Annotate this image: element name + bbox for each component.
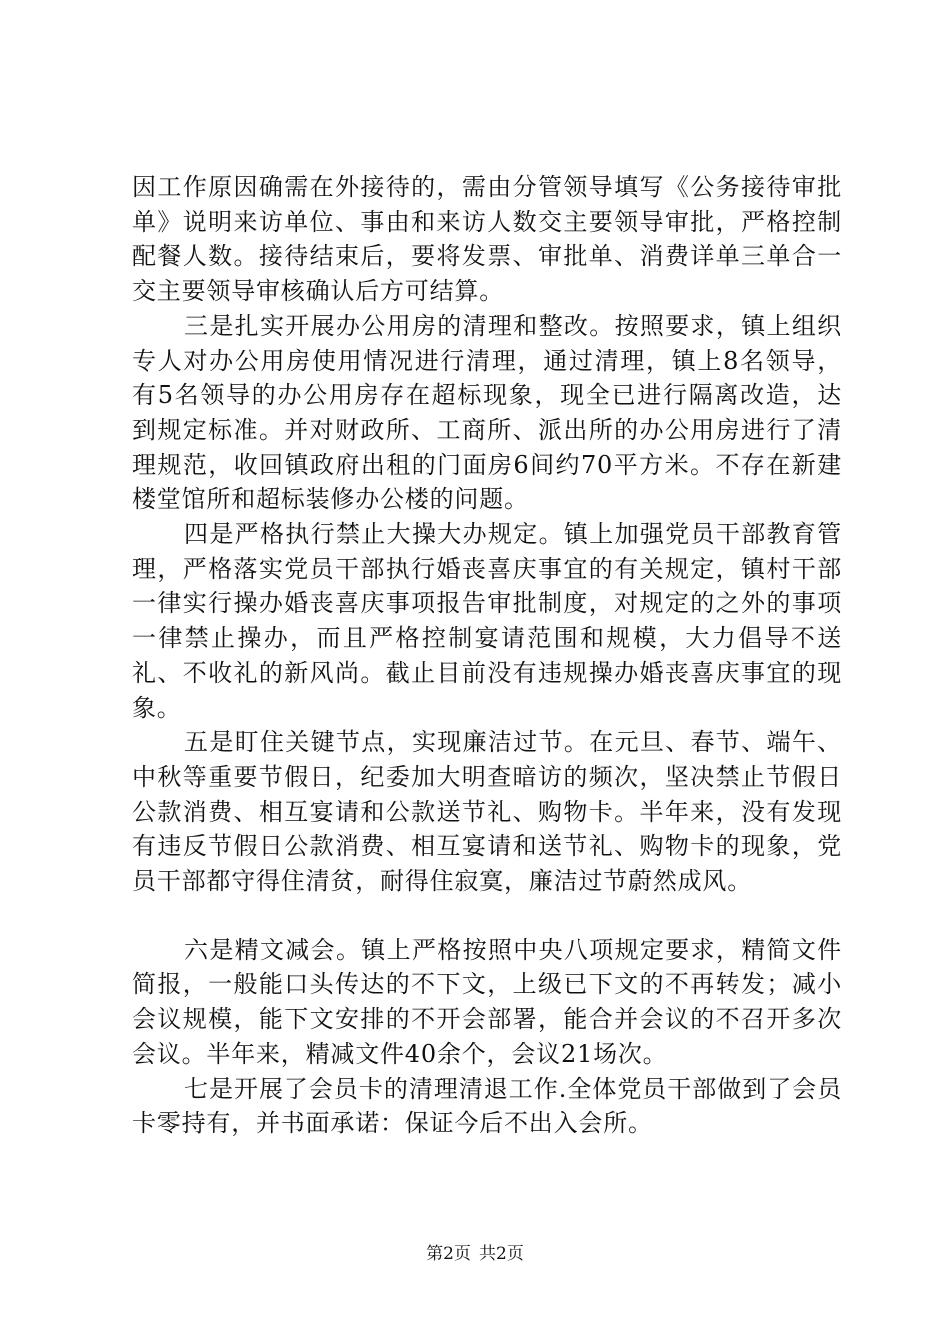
page-total: 共2页 [479,1244,524,1264]
paragraph-membership-cards: 七是开展了会员卡的清理清退工作.全体党员干部做到了会员卡零持有，并书面承诺：保证今后不出入会所。 [132,1074,842,1138]
page-number: 第2页 [426,1244,471,1264]
paragraph-spacer [132,899,842,933]
paragraph-holiday-integrity: 五是盯住关键节点，实现廉洁过节。在元旦、春节、端午、中秋等重要节假日，纪委加大明查暗访的频次，坚决禁止节假日公款消费、相互宴请和公款送节礼、购物卡。半年来，没有发现有违反节假日公款消费、相互宴请和送节礼、购物卡的现象，党员干部都守得住清贫，耐得住寂寞，廉洁过节蔚然成风。 [132,728,842,896]
paragraph-reception-control: 因工作原因确需在外接待的，需由分管领导填写《公务接待审批单》说明来访单位、事由和来访人数交主要领导审批，严格控制配餐人数。接待结束后，要将发票、审批单、消费详单三单合一交主要领导审核确认后方可结算。 [132,173,842,306]
document-body [132,170,842,1141]
paragraph-office-space: 三是扎实开展办公用房的清理和整改。按照要求，镇上组织专人对办公用房使用情况进行清理，通过清理，镇上8名领导，有5名领导的办公用房存在超标现象，现全已进行隔离改造，达到规定标准。并对财政所、工商所、派出所的办公用房进行了清理规范，收回镇政府出租的门面房6间约70平方米。不存在新建楼堂馆所和超标装修办公楼的问题。 [132,311,842,514]
paragraph-no-lavish-events: 四是严格执行禁止大操大办规定。镇上加强党员干部教育管理，严格落实党员干部执行婚丧喜庆事宜的有关规定，镇村干部一律实行操办婚丧喜庆事项报告审批制度，对规定的之外的事项一律禁止操办，而且严格控制宴请范围和规模，大力倡导不送礼、不收礼的新风尚。截止目前没有违规操办婚丧喜庆事宜的现象。 [132,520,842,722]
paragraph-streamline-meetings: 六是精文减会。镇上严格按照中央八项规定要求，精简文件简报，一般能口头传达的不下文，上级已下文的不再转发；减小会议规模，能下文安排的不开会部署，能合并会议的不召开多次会议。半年来，精减文件40余个，会议21场次。 [132,935,842,1068]
page-footer [0,1243,950,1265]
